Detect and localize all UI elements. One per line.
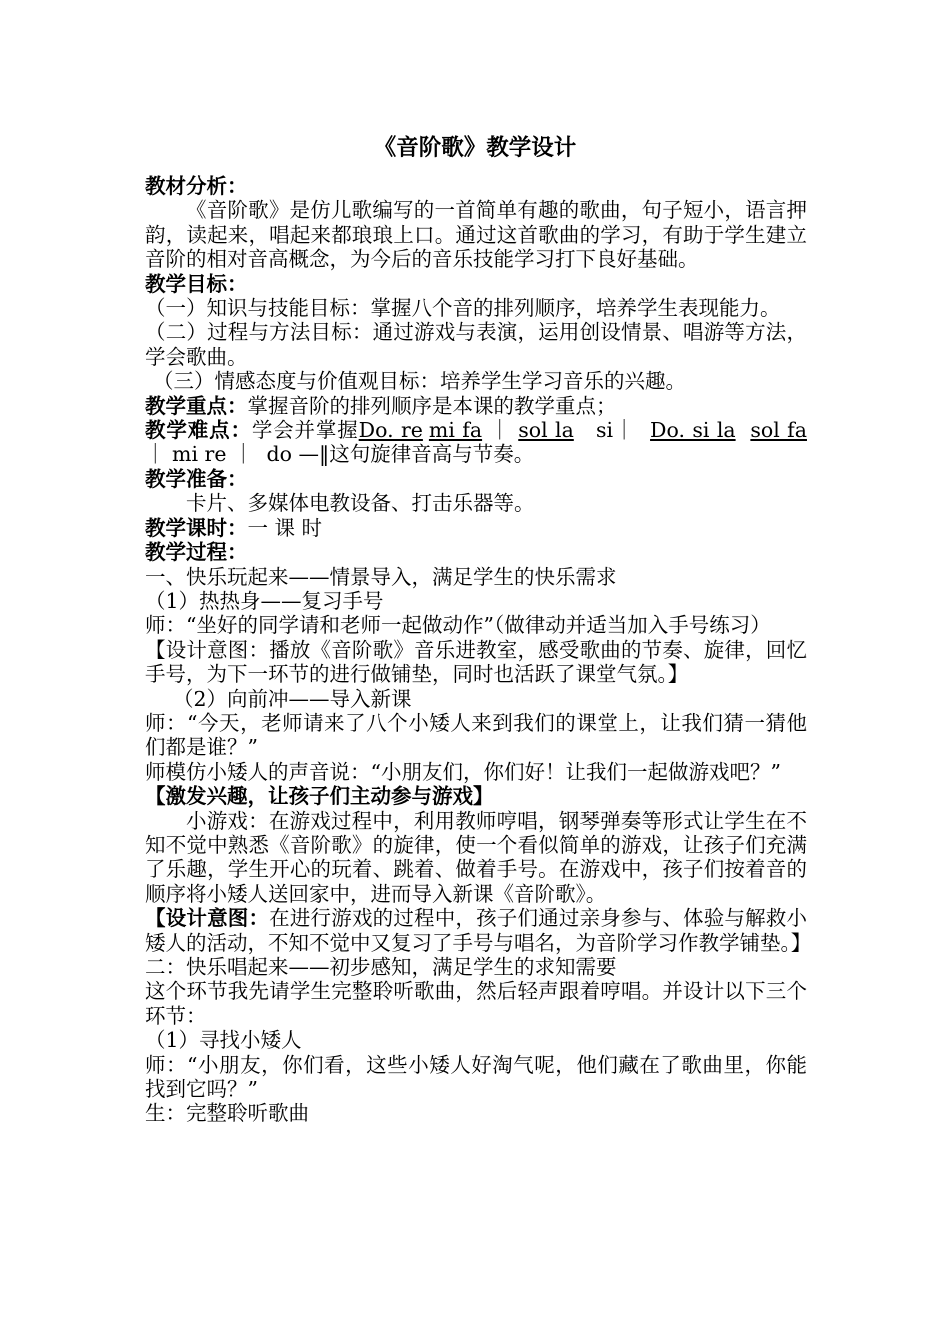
- goal-2: （二）过程与方法目标：通过游戏与表演，运用创设情景、唱游等方法，学会歌曲。: [145, 320, 807, 369]
- design-intent: 【设计意图：在进行游戏的过程中，孩子们通过亲身参与、体验与解救小矮人的活动，不知不觉中又复习了手号与唱名，为音阶学习作教学铺垫。】: [145, 906, 812, 955]
- key-point: 教学重点：掌握音阶的排列顺序是本课的教学重点；: [145, 393, 617, 418]
- notation-3: sol la: [518, 418, 574, 443]
- analysis-paragraph: 《音阶歌》是仿儿歌编写的一首简单有趣的歌曲，句子短小，语言押韵，读起来，唱起来都琅琅上口。通过这首歌曲的学习，有助于学生建立音阶的相对音高概念，为今后的音乐技能学习打下良好基础。: [145, 198, 807, 272]
- bold-note: 【激发兴趣，让孩子们主动参与游戏】: [145, 784, 494, 809]
- section-2-text: 这个环节我先请学生完整聆听歌曲，然后轻声跟着哼唱。并设计以下三个环节：: [145, 979, 807, 1028]
- document-title: 《音阶歌》教学设计: [373, 135, 577, 161]
- notation-8: do —: [266, 442, 320, 467]
- process-heading: 教学过程：: [145, 540, 248, 565]
- section-2-1-student: 生：完整聆听歌曲: [145, 1101, 309, 1126]
- goal-1: （一）知识与技能目标：掌握八个音的排列顺序，培养学生表现能力。: [145, 296, 781, 321]
- goal-3: （三）情感态度与价值观目标：培养学生学习音乐的兴趣。: [153, 369, 686, 394]
- goals-heading: 教学目标：: [145, 271, 248, 296]
- section-1-2-teacher-2: 师模仿小矮人的声音说：“小朋友们，你们好！让我们一起做游戏吧？”: [145, 759, 781, 784]
- section-1-2-teacher-1: 师：“今天，老师请来了八个小矮人来到我们的课堂上，让我们猜一猜他们都是谁？”: [145, 710, 807, 760]
- period-line: 教学课时：一 课 时: [145, 515, 323, 540]
- section-2-title: 二：快乐唱起来——初步感知，满足学生的求知需要: [145, 955, 617, 979]
- prep-text: 卡片、多媒体电教设备、打击乐器等。: [186, 491, 535, 516]
- analysis-heading: 教材分析：: [145, 174, 248, 198]
- section-2-1-teacher: 师：“小朋友，你们看，这些小矮人好淘气呢，他们藏在了歌曲里，你能找到它吗？”: [145, 1052, 807, 1102]
- section-1-title: 一、快乐玩起来——情景导入，满足学生的快乐需求: [145, 564, 617, 589]
- prep-heading: 教学准备：: [145, 466, 248, 491]
- notation-2: mi fa: [428, 418, 483, 443]
- game-paragraph: 小游戏：在游戏过程中，利用教师哼唱，钢琴弹奏等形式让学生在不知不觉中熟悉《音阶歌》的旋律，使一个看似简单的游戏，让孩子们充满了乐趣，学生开心的玩着、跳着、做着手号。在游戏中，孩子们按着音的顺序将小矮人送回家中，进而导入新课《音阶歌》。: [145, 808, 807, 906]
- section-2-1-title: （1）寻找小矮人: [145, 1028, 302, 1053]
- notation-7: mi re: [172, 442, 227, 467]
- notation-1: Do. re: [358, 418, 423, 443]
- document-body: [145, 174, 812, 1126]
- notation-4: si: [595, 418, 614, 443]
- section-1-1-design: 【设计意图：播放《音阶歌》音乐进教室，感受歌曲的节奏、旋律，回忆手号，为下一环节的进行做铺垫，同时也活跃了课堂气氛。】: [145, 637, 807, 687]
- difficulty-point: 教学难点：学会并掌握Do. re mi fa ｜ sol la si｜ Do. si la sol fa ｜ mi re ｜ do —‖这句旋律音高与节奏。: [145, 418, 807, 467]
- section-1-1-teacher: 师：“坐好的同学请和老师一起做动作”（做律动并适当加入手号练习）: [145, 613, 771, 638]
- notation-6: sol fa: [750, 418, 807, 443]
- section-1-1-title: （1）热热身——复习手号: [145, 588, 384, 613]
- notation-5: Do. si la: [650, 418, 736, 443]
- section-1-2-title: （2）向前冲——导入新课: [173, 686, 412, 711]
